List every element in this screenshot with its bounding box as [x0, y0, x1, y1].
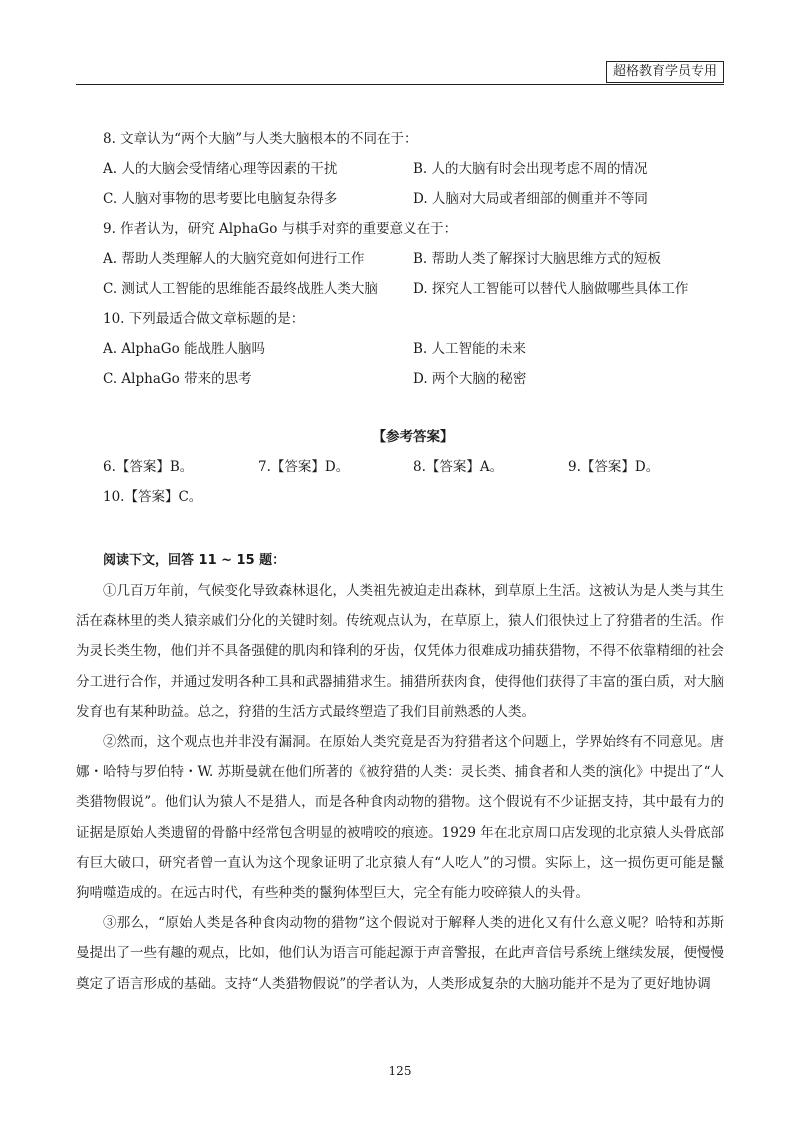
question-8-stem: 8. 文章认为“两个大脑”与人类大脑根本的不同在于：	[103, 131, 418, 147]
question-9-options-row-2	[103, 274, 723, 304]
passage-paragraph-2: ②然而，这个观点也并非没有漏洞。在原始人类究竟是否为狩猎者这个问题上，学界始终有不同意见。唐娜・哈特与罗伯特・W. 苏斯曼就在他们所著的《被狩猎的人类：灵长类、捕食者和人类的演化》中提出了“人类猎物假说”。他们认为猿人不是猎人，而是各种食肉动物的猎物。这个假说有不少证据支持，其中最有力的证据是原始人类遗留的骨骼中经常包含明显的被啃咬的痕迹。1929 年在北京周口店发现的北京猿人头骨底部有巨大破口，研究者曾一直认为这个现象证明了北京猿人有“人吃人”的习惯。实际上，这一损伤更可能是鬣狗啃噬造成的。在远古时代，有些种类的鬣狗体型巨大，完全有能力咬碎猿人的头骨。	[76, 734, 724, 902]
question-9-stem: 9. 作者认为，研究 AlphaGo 与棋手对弈的重要意义在于：	[103, 221, 458, 237]
question-8-option-d: D. 人脑对大局或者细部的侧重并不等同	[413, 191, 648, 207]
question-10-option-b: B. 人工智能的未来	[413, 341, 527, 357]
question-9-options-row-1	[103, 244, 723, 274]
question-10-options-row-1	[103, 334, 723, 364]
question-8-option-c: C. 人脑对事物的思考要比电脑复杂得多	[103, 191, 338, 207]
passage-paragraph-3: ③那么，“原始人类是各种食肉动物的猎物”这个假说对于解释人类的进化又有什么意义呢？哈特和苏斯曼提出了一些有趣的观点，比如，他们认为语言可能起源于声音警报，在此声音信号系统上继续发展，便慢慢奠定了语言形成的基础。支持“人类猎物假说”的学者认为，人类形成复杂的大脑功能并不是为了更好地协调	[76, 915, 724, 992]
answer-7: 7.【答案】D。	[258, 459, 350, 475]
passage-paragraph-1: ①几百万年前，气候变化导致森林退化，人类祖先被迫走出森林，到草原上生活。这被认为是人类与其生活在森林里的类人猿亲戚们分化的关键时刻。传统观点认为，在草原上，猿人们很快过上了狩猎者的生活。作为灵长类生物，他们并不具备强健的肌肉和锋利的牙齿，仅凭体力很难成功捕获猎物，不得不依靠精细的社会分工进行合作，并通过发明各种工具和武器捕猎求生。捕猎所获肉食，使得他们获得了丰富的蛋白质，对大脑发育也有某种助益。总之，狩猎的生活方式最终塑造了我们目前熟悉的人类。	[76, 583, 724, 720]
answer-10: 10.【答案】C。	[103, 489, 203, 505]
question-10-option-c: C. AlphaGo 带来的思考	[103, 371, 252, 387]
answer-8: 8.【答案】A。	[413, 459, 504, 475]
question-8-options-row-1	[103, 154, 723, 184]
question-8-options-row-2	[103, 184, 723, 214]
question-8-option-a: A. 人的大脑会受情绪心理等因素的干扰	[103, 161, 338, 177]
watermark-label: 超格教育学员专用	[606, 61, 724, 83]
answers-title: 【参考答案】	[372, 429, 454, 445]
question-9-option-b: B. 帮助人类了解探讨大脑思维方式的短板	[413, 251, 662, 267]
question-9-option-d: D. 探究人工智能可以替代人脑做哪些具体工作	[413, 281, 689, 297]
answer-9: 9.【答案】D。	[568, 459, 660, 475]
answers-row-2	[103, 482, 723, 512]
questions-section	[103, 124, 723, 512]
question-8-option-b: B. 人的大脑有时会出现考虑不周的情况	[413, 161, 648, 177]
reading-title: 阅读下文，回答 11 ~ 15 题：	[103, 553, 286, 568]
question-10-stem: 10. 下列最适合做文章标题的是：	[103, 311, 305, 327]
question-10-option-d: D. 两个大脑的秘密	[413, 371, 527, 387]
question-9-option-a: A. 帮助人类理解人的大脑究竟如何进行工作	[103, 251, 365, 267]
question-10-options-row-2	[103, 364, 723, 394]
question-9-option-c: C. 测试人工智能的思维能否最终战胜人类大脑	[103, 281, 378, 297]
question-10-option-a: A. AlphaGo 能战胜人脑吗	[103, 341, 265, 357]
page-number: 125	[388, 1064, 412, 1078]
reading-passage	[76, 576, 724, 999]
answer-6: 6.【答案】B。	[103, 459, 194, 475]
header-rule	[76, 84, 724, 85]
answers-row-1	[103, 452, 723, 482]
